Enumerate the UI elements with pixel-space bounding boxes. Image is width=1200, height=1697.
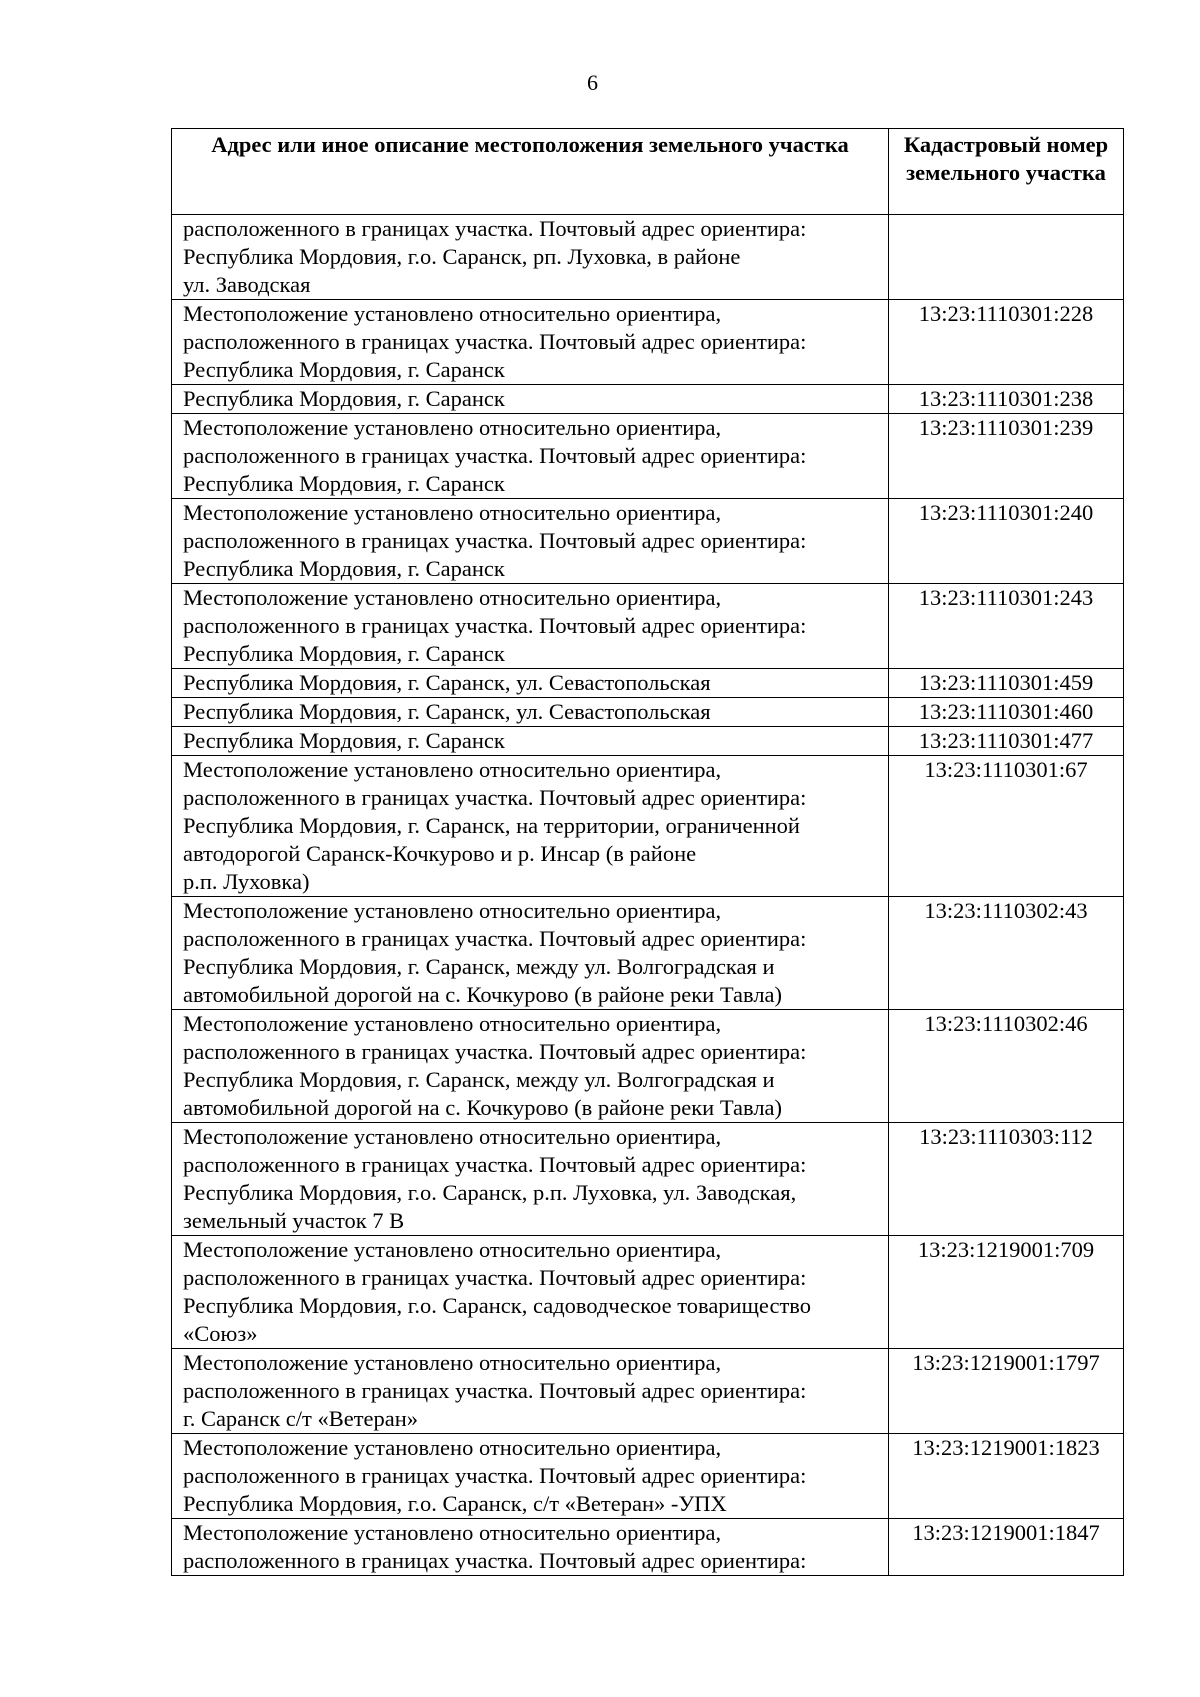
address-cell: Республика Мордовия, г. Саранск, ул. Севастопольская xyxy=(172,669,889,698)
address-cell: расположенного в границах участка. Почтовый адрес ориентира: Республика Мордовия, г.о. Саранск, рп. Луховка, в районе ул. Заводская xyxy=(172,215,889,300)
address-cell: Местоположение установлено относительно ориентира, расположенного в границах участка. Почтовый адрес ориентира: Республика Мордовия, г. Саранск, между ул. Волгоградская и автомобильной дорогой на с. Кочкурово (в районе реки Тавла) xyxy=(172,1010,889,1123)
address-cell: Местоположение установлено относительно ориентира, расположенного в границах участка. Почтовый адрес ориентира: Республика Мордовия, г.о. Саранск, садоводческое товарищество «Союз» xyxy=(172,1236,889,1349)
cadastral-number-cell: 13:23:1110301:459 xyxy=(889,669,1124,698)
address-cell: Республика Мордовия, г. Саранск, ул. Севастопольская xyxy=(172,698,889,727)
table-row xyxy=(172,698,1124,727)
table-row xyxy=(172,756,1124,897)
table-row xyxy=(172,300,1124,385)
table-row xyxy=(172,385,1124,414)
address-cell: Местоположение установлено относительно ориентира, расположенного в границах участка. Почтовый адрес ориентира: Республика Мордовия, г.о. Саранск, с/т «Ветеран» -УПХ xyxy=(172,1434,889,1519)
cadastral-number-cell: 13:23:1110303:112 xyxy=(889,1123,1124,1236)
cadastral-number-cell: 13:23:1110301:240 xyxy=(889,499,1124,584)
cadastral-number-cell: 13:23:1110301:228 xyxy=(889,300,1124,385)
address-cell: Республика Мордовия, г. Саранск xyxy=(172,727,889,756)
cadastral-number-cell: 13:23:1219001:709 xyxy=(889,1236,1124,1349)
address-cell: Местоположение установлено относительно ориентира, расположенного в границах участка. Почтовый адрес ориентира: г. Саранск с/т «Ветеран» xyxy=(172,1349,889,1434)
table-row xyxy=(172,1519,1124,1576)
address-cell: Местоположение установлено относительно ориентира, расположенного в границах участка. Почтовый адрес ориентира: Республика Мордовия, г. Саранск xyxy=(172,584,889,669)
land-plot-table xyxy=(171,128,1124,1576)
cadastral-number-cell: 13:23:1110301:477 xyxy=(889,727,1124,756)
cadastral-number-cell: 13:23:1110301:67 xyxy=(889,756,1124,897)
table-row xyxy=(172,727,1124,756)
table-row xyxy=(172,499,1124,584)
table-row xyxy=(172,1123,1124,1236)
table-row xyxy=(172,897,1124,1010)
cadastral-number-cell: 13:23:1219001:1823 xyxy=(889,1434,1124,1519)
cadastral-number-cell: 13:23:1110302:43 xyxy=(889,897,1124,1010)
table-row xyxy=(172,414,1124,499)
address-cell: Местоположение установлено относительно ориентира, расположенного в границах участка. Почтовый адрес ориентира: Республика Мордовия, г. Саранск, на территории, ограниченной автодорогой Саранск-Кочкурово и р. Инсар (в районе р.п. Луховка) xyxy=(172,756,889,897)
table-row xyxy=(172,1349,1124,1434)
address-cell: Местоположение установлено относительно ориентира, расположенного в границах участка. Почтовый адрес ориентира: Республика Мордовия, г. Саранск xyxy=(172,499,889,584)
address-cell: Местоположение установлено относительно ориентира, расположенного в границах участка. Почтовый адрес ориентира: Республика Мордовия, г. Саранск xyxy=(172,414,889,499)
cadastral-number-cell: 13:23:1110301:243 xyxy=(889,584,1124,669)
address-cell: Республика Мордовия, г. Саранск xyxy=(172,385,889,414)
cadastral-number-cell: 13:23:1110302:46 xyxy=(889,1010,1124,1123)
cadastral-number-cell: 13:23:1219001:1847 xyxy=(889,1519,1124,1576)
page-number: 6 xyxy=(587,70,598,95)
header-cadastral-number: Кадастровый номер земельного участка xyxy=(889,129,1124,215)
table-row xyxy=(172,669,1124,698)
address-cell: Местоположение установлено относительно ориентира, расположенного в границах участка. Почтовый адрес ориентира: Республика Мордовия, г. Саранск xyxy=(172,300,889,385)
table-row xyxy=(172,1434,1124,1519)
table-row xyxy=(172,1010,1124,1123)
cadastral-number-cell: 13:23:1110301:238 xyxy=(889,385,1124,414)
header-address: Адрес или иное описание местоположения земельного участка xyxy=(172,129,889,215)
cadastral-number-cell xyxy=(889,215,1124,300)
address-cell: Местоположение установлено относительно ориентира, расположенного в границах участка. Почтовый адрес ориентира: Республика Мордовия, г.о. Саранск, р.п. Луховка, ул. Заводская, земельный участок 7 В xyxy=(172,1123,889,1236)
table-header-row xyxy=(172,129,1124,215)
address-cell: Местоположение установлено относительно ориентира, расположенного в границах участка. Почтовый адрес ориентира: xyxy=(172,1519,889,1576)
cadastral-number-cell: 13:23:1219001:1797 xyxy=(889,1349,1124,1434)
cadastral-number-cell: 13:23:1110301:239 xyxy=(889,414,1124,499)
table-row xyxy=(172,584,1124,669)
address-cell: Местоположение установлено относительно ориентира, расположенного в границах участка. Почтовый адрес ориентира: Республика Мордовия, г. Саранск, между ул. Волгоградская и автомобильной дорогой на с. Кочкурово (в районе реки Тавла) xyxy=(172,897,889,1010)
table-row xyxy=(172,215,1124,300)
cadastral-number-cell: 13:23:1110301:460 xyxy=(889,698,1124,727)
table-row xyxy=(172,1236,1124,1349)
